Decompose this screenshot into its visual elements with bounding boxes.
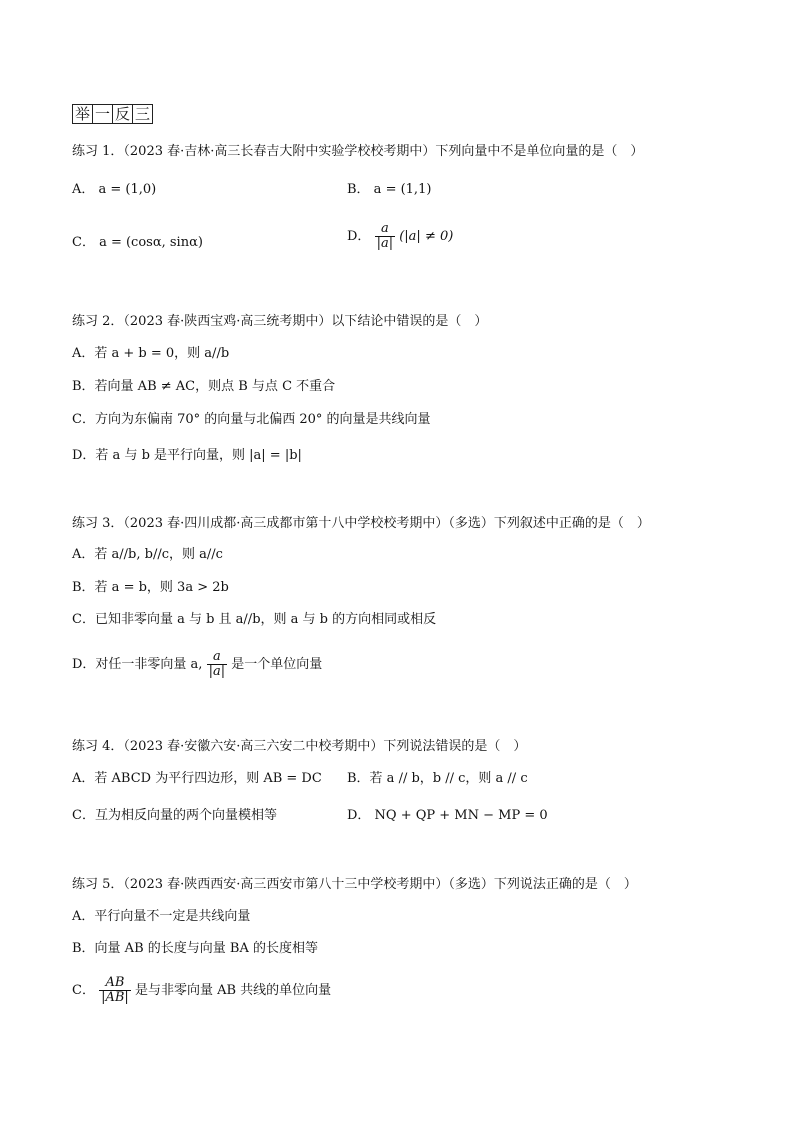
section-header xyxy=(72,104,152,124)
q3-option-c: C．已知非零向量 a 与 b 且 a//b，则 a 与 b 的方向相同或相反 xyxy=(72,612,437,627)
q1-option-b: B． a = (1,1) xyxy=(347,182,432,197)
q3-option-b: B．若 a = b，则 3a > 2b xyxy=(72,580,229,595)
q1-d-denominator: |a| xyxy=(376,236,394,251)
q5-stem: 练习 5．（2023 春·陕西西安·高三西安市第八十三中学校考期中）（多选）下列说法正确的是（ ） xyxy=(72,877,637,892)
q1-stem: 练习 1．（2023 春·吉林·高三长春吉大附中实验学校校考期中）下列向量中不是单位向量的是（ ） xyxy=(72,144,644,159)
q5-c-prefix: C． xyxy=(72,983,95,998)
q4-option-b: B．若 a // b，b // c，则 a // c xyxy=(347,771,528,786)
q1-option-d xyxy=(347,222,453,251)
q5-c-numerator: AB xyxy=(99,976,131,991)
q2-option-a: A．若 a + b = 0，则 a//b xyxy=(72,346,230,361)
q1-d-condition: (|a| ≠ 0) xyxy=(399,229,454,244)
q5-c-suffix: 是与非零向量 AB 共线的单位向量 xyxy=(134,983,332,998)
q1-d-fraction xyxy=(375,222,396,251)
q1-d-numerator: a xyxy=(375,222,396,237)
q5-c-denominator: |AB| xyxy=(101,990,129,1005)
q4-option-a: A．若 ABCD 为平行四边形，则 AB = DC xyxy=(72,771,322,786)
q1-option-a: A． a = (1,0) xyxy=(72,182,157,197)
q3-d-suffix: 是一个单位向量 xyxy=(231,657,323,672)
q3-option-a: A．若 a//b, b//c，则 a//c xyxy=(72,547,223,562)
q3-option-d xyxy=(72,650,322,679)
header-char: 三 xyxy=(132,104,153,124)
q2-stem: 练习 2．（2023 春·陕西宝鸡·高三统考期中）以下结论中错误的是（ ） xyxy=(72,314,488,329)
q3-d-fraction xyxy=(207,650,228,679)
q3-d-prefix: D．对任一非零向量 a, xyxy=(72,657,203,672)
q2-option-d: D．若 a 与 b 是平行向量，则 |a| = |b| xyxy=(72,448,302,463)
q1-d-prefix: D． xyxy=(347,229,371,244)
header-char: 反 xyxy=(112,104,133,124)
header-char: 举 xyxy=(72,104,93,124)
q3-stem: 练习 3．（2023 春·四川成都·高三成都市第十八中学校校考期中）（多选）下列叙述中正确的是（ ） xyxy=(72,516,650,531)
q3-d-denominator: |a| xyxy=(208,664,226,679)
q3-d-numerator: a xyxy=(207,650,228,665)
q2-option-b: B．若向量 AB ≠ AC，则点 B 与点 C 不重合 xyxy=(72,379,336,394)
q1-option-c: C． a = (cosα, sinα) xyxy=(72,235,203,250)
header-char: 一 xyxy=(92,104,113,124)
q4-option-d: D． NQ + QP + MN − MP = 0 xyxy=(347,808,548,823)
q2-option-c: C．方向为东偏南 70° 的向量与北偏西 20° 的向量是共线向量 xyxy=(72,412,431,427)
q4-stem: 练习 4．（2023 春·安徽六安·高三六安二中校考期中）下列说法错误的是（ ） xyxy=(72,739,527,754)
q5-option-c xyxy=(72,976,331,1005)
q4-option-c: C．互为相反向量的两个向量模相等 xyxy=(72,808,277,823)
q5-option-a: A．平行向量不一定是共线向量 xyxy=(72,909,251,924)
q5-option-b: B．向量 AB 的长度与向量 BA 的长度相等 xyxy=(72,941,318,956)
q5-c-fraction xyxy=(99,976,131,1005)
